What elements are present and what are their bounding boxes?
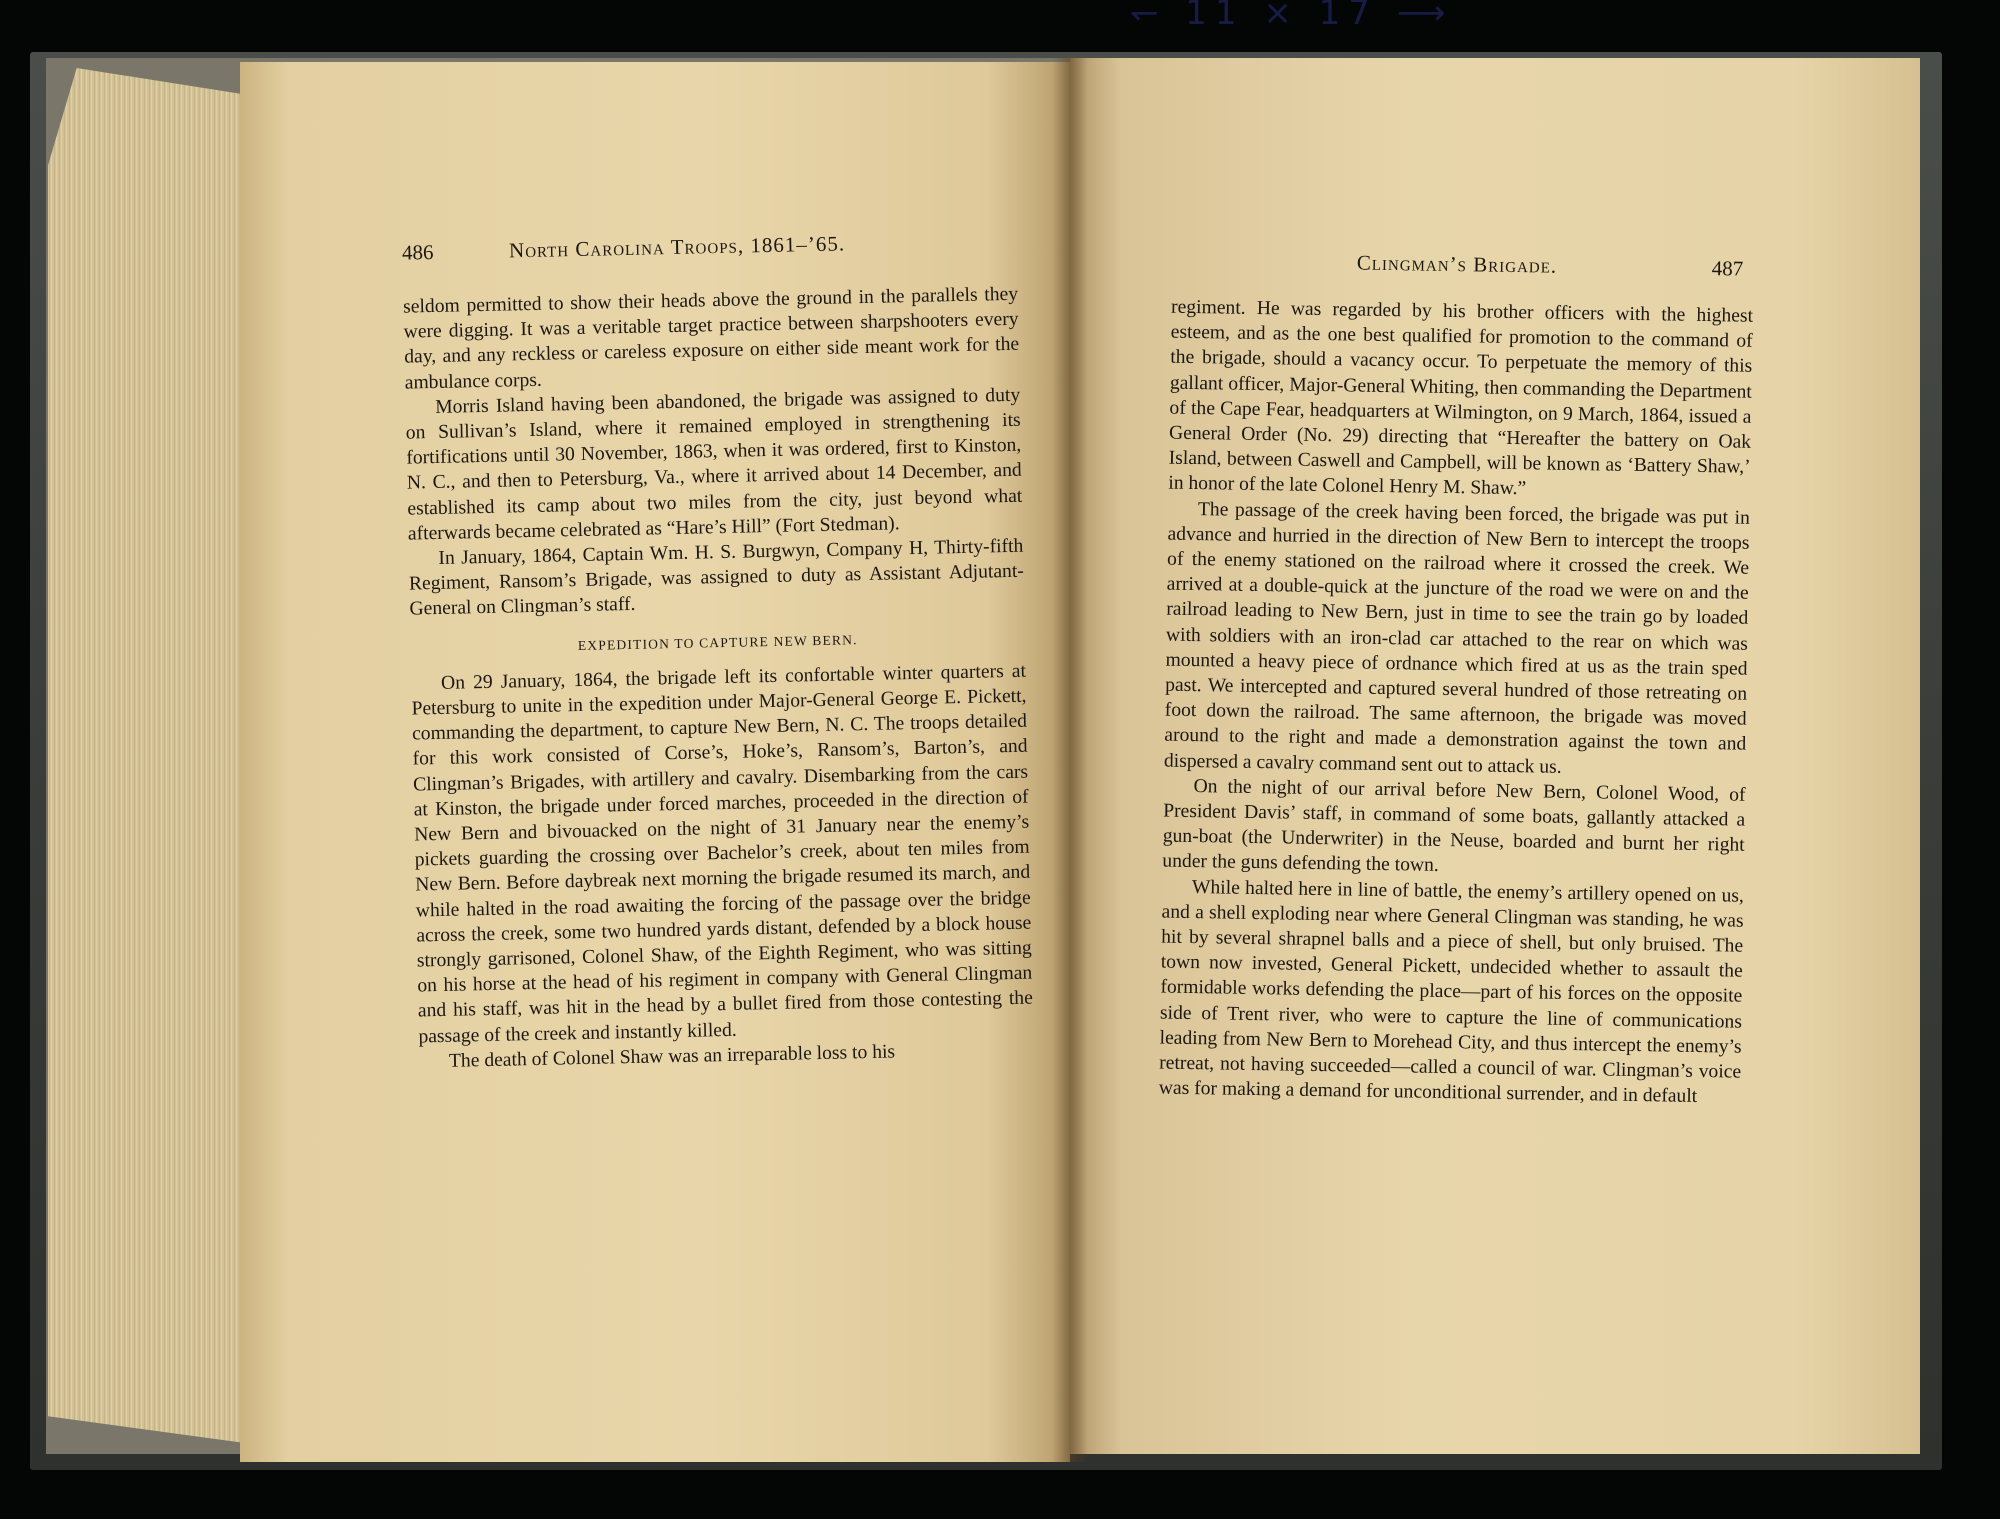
paragraph: In January, 1864, Captain Wm. H. S. Burgwyn, Company H, Thirty-fifth Regiment, Ransom’s Brigade, was assigned to duty as Assistant Adjutant-General on Clingman’s staff. [408,535,1025,621]
right-running-head [1070,246,1917,299]
left-running-title: North Carolina Troops, 1861–’65. [508,231,846,263]
paragraph: While halted here in line of battle, the enemy’s artillery opened on us, and a shell exploding near where General Clingman was standing, he was hit by several shrapnel balls and a piece of shell, but only bruised. The town now invested, General Pickett, undecided whether to assault the formidable works defending the place—part of his forces on the opposite side of Trent river, who were to capture the line of communications leading from New Bern to Morehead City, and thus intercept the enemy’s retreat, not having succeeded—called a council of war. Clingman’s voice was for making a demand for unconditional surrender, and in default [1158,876,1745,1108]
paragraph: regiment. He was regarded by his brother officers with the highest esteem, and as the one best qualified for promotion to the command of the brigade, should a vacancy occur. To perpetuate the memory of this gallant officer, Major-General Whiting, then commanding the Department of the Cape Fear, headquarters at Wilmington, on 9 March, 1864, issued a General Order (No. 29) directing that “Hereafter the battery on Oak Island, between Caswell and Campbell, will be known as ‘Battery Shaw,’ in honor of the late Colonel Henry M. Shaw.” [1168,296,1754,500]
paragraph: seldom permitted to show their heads above the ground in the parallels they were digging. It was a veritable target practice between sharpshooters every day, and any reckless or careless exposure on either side meant work for the ambulance corps. [402,283,1020,394]
paragraph: The death of Colonel Shaw was an irreparable loss to his [448,1041,896,1072]
right-page-text [1159,295,1754,1111]
section-heading: EXPEDITION TO CAPTURE NEW BERN. [577,631,858,653]
paragraph: On 29 January, 1864, the brigade left its confortable winter quarters at Petersburg to unite in the expedition under Major-General George E. Pickett, commanding the department, to capture New Bern, N. C. The troops detailed for this work consisted of Corse’s, Hoke’s, Ransom’s, Barton’s, and Clingman’s Brigades, with artillery and cavalry. Disembarking from the cars at Kinston, the brigade under forced marches, proceeded in the direction of New Bern and bivouacked on the night of 31 January near the enemy’s pickets guarding the crossing over Bachelor’s creek, about ten miles from New Bern. Before daybreak next morning the brigade resumed its march, and while halted in the road awaiting the forcing of the passage over the bridge across the creek, some two hundred yards distant, defended by a block house strongly garrisoned, Colonel Shaw, of the Eighth Regiment, who was sitting on his horse at the head of his regiment in company with General Clingman and his staff, was hit in the head by a bullet fired from those contesting the passage of the creek and instantly killed. [411,660,1034,1048]
right-running-title: Clingman’s Brigade. [1356,250,1558,278]
paragraph: On the night of our arrival before New Bern, Colonel Wood, of President Davis’ staff, in command of some boats, gallantly attacked a gun-boat (the Underwriter) in the Neuse, boarded and burnt her right under the guns defending the town. [1162,775,1746,877]
left-page-number: 486 [401,239,434,265]
left-page [240,62,1070,1462]
left-running-head [244,227,1070,284]
paragraph: Morris Island having been abandoned, the brigade was assigned to duty on Sullivan’s Island, where it remained employed in strengthening its fortifications until 30 November, 1863, when it was ordered, first to Kinston, N. C., and then to Petersburg, Va., where it arrived about 14 December, and established its camp about two miles from the city, just beyond what afterwards became celebrated as “Hare’s Hill” (Fort Stedman). [405,384,1023,545]
book-gutter [1052,58,1088,1462]
paragraph: The passage of the creek having been forced, the brigade was put in advance and hurried in the direction of New Bern to intercept the troops of the enemy stationed on the railroad where it crossed the creek. We arrived at a double-quick at the juncture of the road we were on and the railroad leading to New Bern, just in time to see the train go by loaded with soldiers with an iron-clad car attached to the rear on which was mounted a heavy piece of ordnance which fired at us as the train sped past. We intercepted and captured several hundred of those retreating on foot down the railroad. The same afternoon, the brigade was moved around to the right and made a demonstration against the town and dispersed a cavalry command sent out to attack us. [1163,498,1751,778]
right-page-number: 487 [1711,256,1744,281]
left-page-text [403,282,1034,1075]
right-page [1070,58,1920,1454]
scan-size-mark: ↽ 11 × 17 ⟶ [1130,0,1454,33]
page-edges [48,68,253,1458]
